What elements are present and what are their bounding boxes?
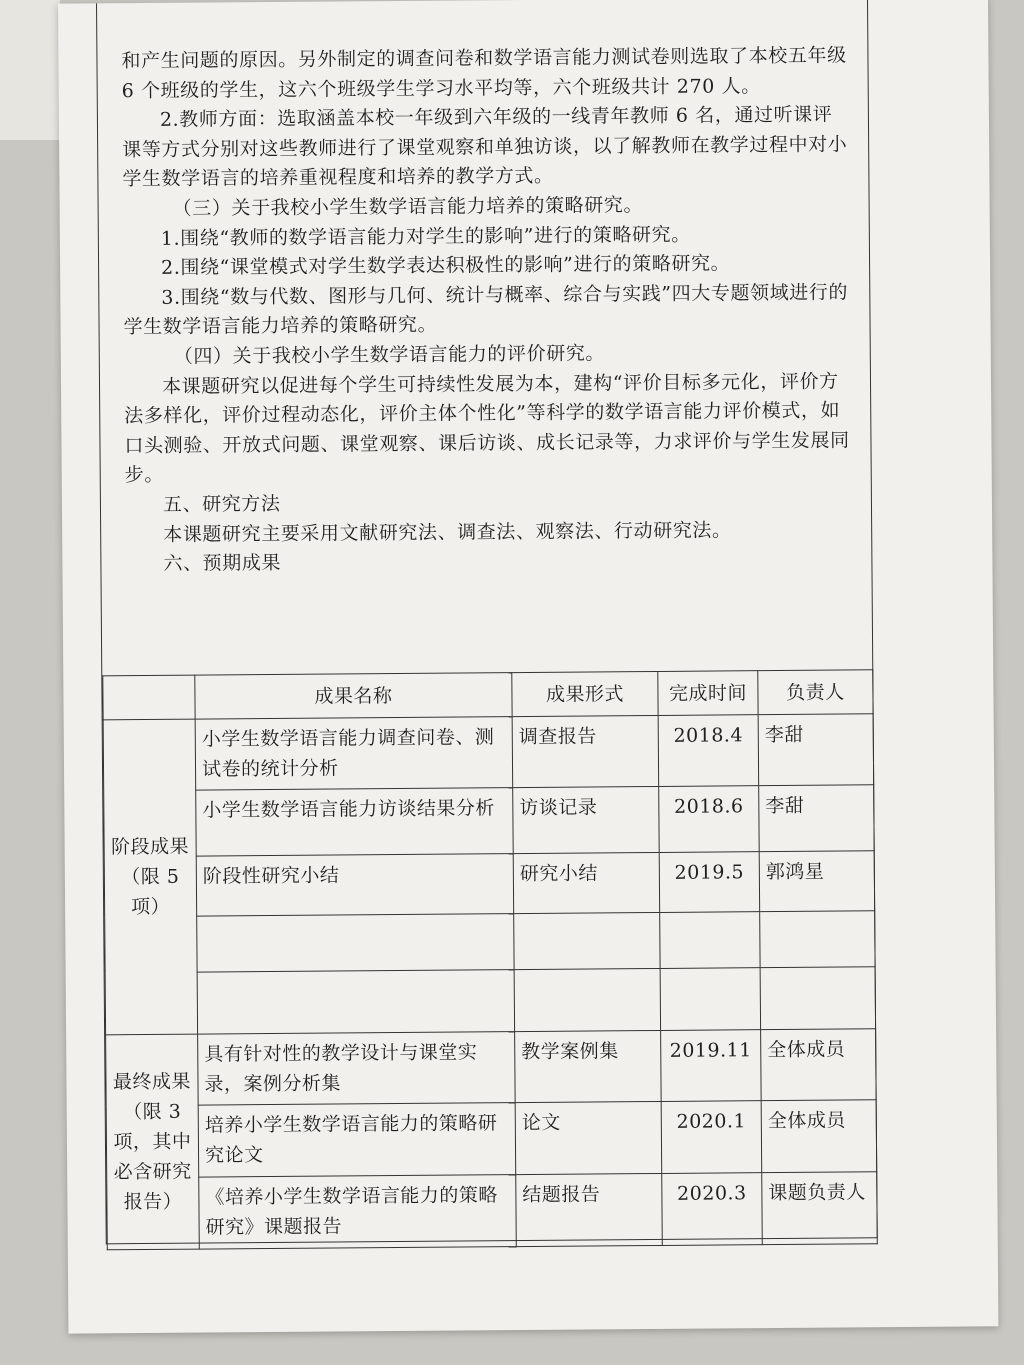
underlying-sheet [0,0,60,140]
heading-strategy: （三）关于我校小学生数学语言能力培养的策略研究。 [172,194,644,220]
table-row [106,1029,877,1106]
cell-time: 2018.4 [658,715,759,787]
document-page [58,0,998,1334]
page-frame [96,0,878,1244]
cell-time [660,912,760,969]
paragraph-intro: 和产生问题的原因。另外制定的调查问卷和数学语言能力测试卷则选取了本校五年级 6 个班级的学生，这六个班级学生学习水平均等，六个班级共计 270 人。 [121,44,847,102]
table-row [105,967,875,1035]
strategy-item-1: 1.围绕“教师的数学语言能力对学生的影响”进行的策略研究。 [160,223,691,250]
cell-time [660,968,760,1031]
body-text [97,41,871,580]
cell-owner [760,911,875,968]
paragraph-evaluation: 本课题研究以促进每个学生可持续性发展为本，建构“评价目标多元化，评价方法多样化，评价过程动态化，评价主体个性化”等科学的数学语言能力评价模式，如口头测验、开放式问题、课堂观察、课后访谈、成长记录等，力求评价与学生发展同步。 [124,370,850,487]
cell-time: 2020.3 [662,1173,763,1246]
stage-results-label: 阶段成果（限 5 项） [103,719,197,1035]
table-row [105,911,875,973]
paragraph-teachers: 2.教师方面：选取涵盖本校一年级到六年级的一线青年教师 6 名，通过听课评课等方式分别对这些教师进行了课堂观察和单独访谈，以了解教师在教学过程中对小学生数学语言的培养重视程度和培养的教学方式。 [122,103,848,191]
table-row [107,1172,878,1250]
cell-owner: 课题负责人 [762,1172,878,1245]
paragraph-methods: 本课题研究主要采用文献研究法、调查法、观察法、行动研究法。 [163,518,732,546]
heading-methods: 五、研究方法 [162,492,281,516]
cell-name: 小学生数学语言能力访谈结果分析 [196,788,514,856]
header-name: 成果名称 [195,673,512,719]
cell-form: 论文 [515,1101,662,1174]
header-owner: 负责人 [758,670,873,715]
cell-owner: 全体成员 [761,1029,877,1101]
cell-name: 具有针对性的教学设计与课堂实录，案例分析集 [198,1032,516,1105]
cell-time: 2018.6 [659,786,760,853]
cell-form: 研究小结 [513,852,659,913]
cell-time: 2019.11 [661,1030,762,1102]
cell-form [514,968,660,1031]
heading-evaluation: （四）关于我校小学生数学语言能力的评价研究。 [173,342,606,368]
cell-time: 2019.5 [659,852,759,913]
cell-name: 阶段性研究小结 [196,854,513,916]
strategy-item-3: 3.围绕“数与代数、图形与几何、统计与概率、综合与实践”四大专题领域进行的学生数学语言能力培养的策略研究。 [123,281,849,339]
cell-time: 2020.1 [661,1101,762,1174]
heading-outcomes: 六、预期成果 [163,552,282,575]
cell-name [197,914,514,972]
header-form: 成果形式 [512,671,658,716]
cell-form [514,912,660,969]
final-results-label: 最终成果（限 3 项，其中必含研究报告） [106,1034,200,1250]
cell-name: 培养小学生数学语言能力的策略研究论文 [198,1103,516,1177]
cell-name [197,970,514,1034]
table-row [103,714,874,791]
cell-form: 教学案例集 [515,1030,662,1102]
cell-form: 结题报告 [516,1173,663,1246]
cell-name: 小学生数学语言能力调查问卷、测试卷的统计分析 [195,717,513,790]
cell-owner: 郭鸿星 [759,851,874,912]
cell-owner: 李甜 [758,714,874,786]
table-header-row [103,670,873,720]
strategy-item-2: 2.围绕“课堂模式对学生数学表达积极性的影响”进行的策略研究。 [161,252,731,280]
cell-owner: 李甜 [759,785,875,852]
cell-form: 调查报告 [512,715,659,787]
header-empty [103,675,195,720]
header-time: 完成时间 [658,671,758,716]
expected-results-table [102,669,877,1250]
cell-owner [760,967,875,1030]
cell-form: 访谈记录 [513,786,660,853]
table-row [104,851,874,917]
cell-name: 《培养小学生数学语言能力的策略研究》课题报告 [199,1175,517,1249]
table-row [104,785,874,857]
cell-owner: 全体成员 [761,1100,877,1173]
table-row [106,1100,877,1178]
